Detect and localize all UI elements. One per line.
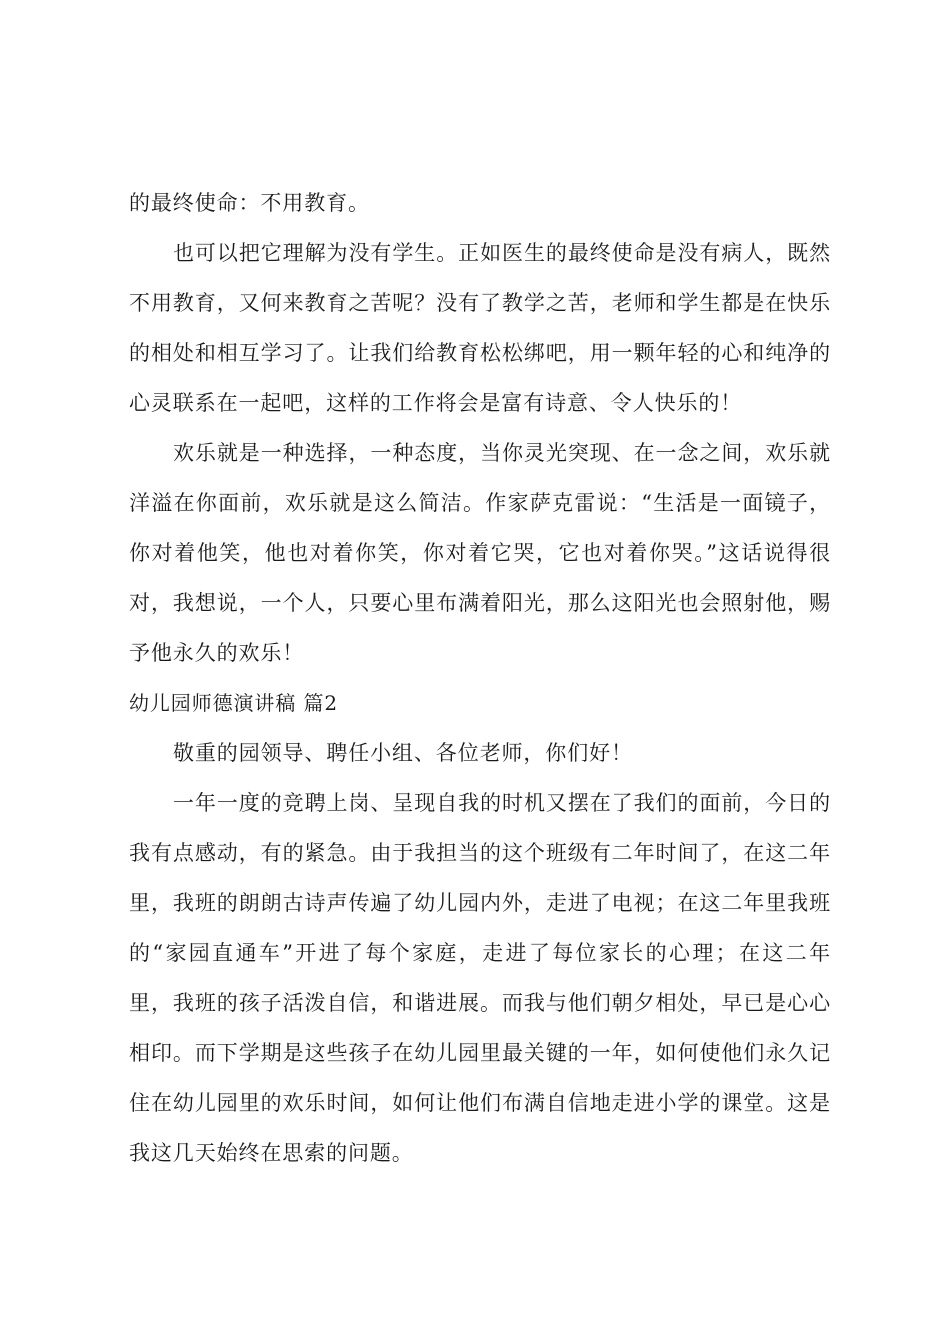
paragraph-education-mission: 也可以把它理解为没有学生。正如医生的最终使命是没有病人，既然不用教育，又何来教育之苦呢？没有了教学之苦，老师和学生都是在快乐的相处和相互学习了。让我们给教育松松绑吧，用一颗年轻的心和纯净的心灵联系在一起吧，这样的工作将会是富有诗意、令人快乐的！	[129, 241, 831, 415]
paragraph-greeting: 敬重的园领导、聘任小组、各位老师，你们好！	[173, 741, 633, 765]
paragraph-joy-choice: 欢乐就是一种选择，一种态度，当你灵光突现、在一念之间，欢乐就洋溢在你面前，欢乐就是这么简洁。作家萨克雷说：“生活是一面镜子，你对着他笑，他也对着你笑，你对着它哭，它也对着你哭。”这话说得很对，我想说，一个人，只要心里布满着阳光，那么这阳光也会照射他，赐予他永久的欢乐！	[129, 441, 831, 665]
section-title: 幼儿园师德演讲稿 篇2	[129, 691, 338, 715]
paragraph-continued: 的最终使命：不用教育。	[129, 191, 370, 215]
document-body	[129, 178, 831, 1178]
paragraph-competition: 一年一度的竞聘上岗、呈现自我的时机又摆在了我们的面前，今日的我有点感动，有的紧急。由于我担当的这个班级有二年时间了，在这二年里，我班的朗朗古诗声传遍了幼儿园内外，走进了电视；在这二年里我班的“家园直通车”开进了每个家庭，走进了每位家长的心理；在这二年里，我班的孩子活泼自信，和谐进展。而我与他们朝夕相处，早已是心心相印。而下学期是这些孩子在幼儿园里最关键的一年，如何使他们永久记住在幼儿园里的欢乐时间，如何让他们布满自信地走进小学的课堂。这是我这几天始终在思索的问题。	[129, 791, 831, 1165]
